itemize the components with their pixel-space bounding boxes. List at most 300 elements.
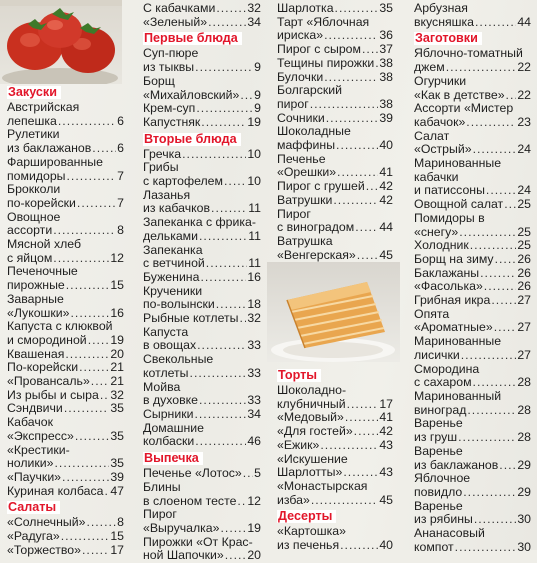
entry-title: Из рыбы и сыра	[7, 387, 99, 402]
entry-title: Рыбные котлеты	[143, 311, 239, 326]
index-entry	[143, 353, 261, 367]
page-number: 20	[247, 548, 261, 563]
entry-title: Крученики	[143, 283, 203, 298]
entry-title: Ватрушки	[277, 192, 333, 207]
index-entry	[277, 153, 393, 167]
entry-title: по-корейски	[7, 195, 76, 210]
index-entry	[143, 422, 261, 436]
page-number: 17	[379, 396, 393, 411]
entry-title: «Картошка»	[277, 524, 346, 539]
dot-leader	[92, 142, 116, 156]
entry-title: Огурчики	[414, 73, 467, 88]
entry-title: Грибная икра	[414, 293, 491, 308]
page-number: 7	[117, 168, 124, 183]
dot-leader	[494, 321, 517, 335]
entry-title: Борщ на зиму	[414, 251, 494, 266]
index-entry	[414, 47, 531, 61]
index-entry	[143, 61, 261, 75]
dot-leader	[499, 459, 516, 473]
page-number: 11	[248, 201, 261, 216]
index-entry	[414, 363, 531, 377]
dot-leader	[79, 361, 109, 375]
index-entry	[7, 444, 124, 458]
entry-title: «Ароматные»	[414, 320, 493, 335]
entry-title: Варенье	[414, 498, 463, 513]
page-number: 32	[247, 1, 261, 15]
dot-leader	[194, 408, 246, 422]
page-number: 11	[248, 256, 261, 271]
entry-title: Брокколи	[7, 182, 61, 197]
dot-leader	[62, 471, 109, 485]
entry-title: Сырники	[143, 406, 194, 421]
dot-leader	[208, 16, 246, 30]
page-number: 16	[247, 269, 261, 284]
index-entry	[143, 495, 261, 509]
cake-illustration	[267, 262, 400, 362]
dot-leader	[58, 115, 116, 129]
index-entry	[143, 312, 261, 326]
index-entry	[414, 459, 531, 473]
index-entry	[277, 480, 393, 494]
index-entry	[277, 166, 393, 180]
index-entry	[143, 2, 261, 16]
page-number: 27	[517, 320, 531, 335]
entry-title: Пирог с сыром	[277, 42, 361, 57]
dot-leader	[64, 402, 110, 416]
index-entry	[414, 486, 531, 500]
index-entry	[277, 494, 393, 508]
entry-title: Сэндвичи	[7, 401, 63, 416]
entry-title: с ветчиной	[143, 256, 205, 271]
column-baking-cont	[277, 2, 393, 262]
page-number: 25	[517, 238, 531, 253]
page-number: 15	[110, 278, 124, 293]
index-entry	[143, 75, 261, 89]
page-number: 26	[517, 279, 531, 294]
index-entry	[277, 139, 393, 153]
entry-title: Сочники	[277, 110, 325, 125]
index-entry	[7, 279, 124, 293]
index-entry	[7, 128, 124, 142]
dot-leader	[474, 513, 516, 527]
entry-title: котлеты	[143, 365, 189, 380]
index-entry	[414, 513, 531, 527]
entry-title: и патиссоны	[414, 183, 485, 198]
page-number: 30	[517, 512, 531, 527]
dot-leader	[237, 495, 246, 509]
dot-leader	[104, 485, 109, 499]
section-heading: Заготовки	[414, 32, 482, 45]
index-entry	[277, 425, 393, 439]
page-number: 6	[117, 141, 124, 156]
entry-title: Смородина	[414, 361, 480, 376]
index-entry	[7, 530, 124, 544]
page-number: 29	[517, 484, 531, 499]
index-entry	[277, 29, 393, 43]
entry-title: вкусняшка	[414, 14, 475, 29]
index-entry	[7, 389, 124, 403]
index-entry	[277, 235, 393, 249]
dot-leader	[333, 194, 378, 208]
entry-title: Куриная колбаса	[7, 483, 104, 498]
entry-title: Запеканка с фрика-	[143, 215, 256, 230]
entry-title: с сахаром	[414, 375, 472, 390]
entry-title: колбаски	[143, 434, 195, 449]
page-number: 10	[247, 146, 261, 161]
dot-leader	[82, 544, 109, 558]
column-snacks-salads	[7, 83, 124, 558]
entry-title: помидоры	[7, 168, 66, 183]
entry-title: «Монастырская	[277, 478, 368, 493]
entry-title: Опята	[414, 306, 450, 321]
dot-leader	[310, 98, 379, 112]
index-entry	[7, 320, 124, 334]
dot-leader	[459, 226, 516, 240]
index-entry	[143, 467, 261, 481]
page-number: 26	[517, 265, 531, 280]
dot-leader	[66, 279, 110, 293]
dot-leader	[343, 466, 378, 480]
dot-leader	[337, 166, 378, 180]
index-entry	[143, 47, 261, 61]
entry-title: в духовке	[143, 393, 199, 408]
dot-leader	[463, 486, 516, 500]
dot-leader	[475, 16, 516, 30]
page-number: 18	[247, 297, 261, 312]
dot-leader	[480, 267, 516, 281]
index-entry	[7, 252, 124, 266]
index-entry	[143, 549, 261, 563]
entry-title: Свекольные	[143, 352, 214, 367]
dot-leader	[197, 339, 246, 353]
entry-title: кабачки	[414, 169, 459, 184]
entry-title: «Экспресс»	[7, 428, 74, 443]
index-entry	[414, 61, 531, 75]
dot-leader	[324, 29, 378, 43]
entry-title: лисички	[414, 347, 460, 362]
page-number: 10	[247, 174, 261, 189]
page-number: 46	[247, 434, 261, 449]
entry-title: Овощной салат	[414, 197, 504, 212]
entry-title: пирожные	[7, 278, 65, 293]
entry-title: из тыквы	[143, 60, 195, 75]
entry-title: «Медовый»	[277, 410, 344, 425]
entry-title: Помидоры в	[414, 210, 485, 225]
entry-title: ириска»	[277, 28, 324, 43]
index-entry	[414, 75, 531, 89]
entry-title: «Солнечный»	[7, 515, 86, 530]
page-number: 22	[517, 60, 531, 75]
index-entry	[143, 298, 261, 312]
index-entry	[7, 430, 124, 444]
page-number: 41	[379, 165, 393, 180]
index-entry	[7, 348, 124, 362]
page-number: 38	[379, 96, 393, 111]
index-entry	[277, 466, 393, 480]
entry-title: Лазанья	[143, 187, 191, 202]
entry-title: Маринованный	[414, 388, 502, 403]
index-entry	[7, 334, 124, 348]
index-entry	[7, 170, 124, 184]
index-entry	[7, 101, 124, 115]
page-number: 30	[517, 539, 531, 554]
index-entry	[7, 197, 124, 211]
dot-leader	[461, 349, 517, 363]
dot-leader	[311, 494, 379, 508]
page-number: 41	[379, 410, 393, 425]
index-entry	[414, 445, 531, 459]
entry-title: Мойва	[143, 379, 181, 394]
page-number: 42	[379, 424, 393, 439]
index-entry	[277, 98, 393, 112]
entry-title: ассорти	[7, 223, 53, 238]
page-number: 45	[379, 492, 393, 507]
section-heading: Закуски	[7, 86, 61, 99]
section-heading: Вторые блюда	[143, 133, 241, 146]
page-number: 40	[379, 138, 393, 153]
entry-title: «Паучки»	[7, 469, 62, 484]
page-number: 21	[110, 374, 124, 389]
entry-title: по-волынски	[143, 297, 215, 312]
entry-title: из кабачков	[143, 201, 211, 216]
dot-leader	[200, 271, 246, 285]
entry-title: Ассорти «Мистер	[414, 101, 514, 116]
entry-title: «Ежик»	[277, 437, 320, 452]
dot-leader	[504, 198, 516, 212]
dot-leader	[335, 2, 379, 16]
dot-leader	[71, 307, 110, 321]
entry-title: Шарлотты»	[277, 465, 343, 480]
entry-title: Печенье «Лотос»	[143, 466, 242, 481]
index-entry	[7, 142, 124, 156]
entry-title: Гречка	[143, 146, 182, 161]
entry-title: Печеночные	[7, 264, 78, 279]
entry-title: Капуста с клюквой	[7, 319, 113, 334]
page-number: 35	[110, 428, 124, 443]
dot-leader	[446, 61, 517, 75]
dot-leader	[77, 197, 116, 211]
page-number: 12	[247, 493, 261, 508]
entry-title: «Как в детстве»	[414, 87, 505, 102]
index-entry	[7, 224, 124, 238]
entry-title: повидло	[414, 484, 463, 499]
index-entry	[414, 527, 531, 541]
entry-title: «Радуга»	[7, 529, 60, 544]
dot-leader	[366, 180, 379, 194]
page-number: 42	[379, 192, 393, 207]
index-entry	[277, 2, 393, 16]
entry-title: Борщ	[143, 73, 175, 88]
dot-leader	[336, 139, 378, 153]
dot-leader	[75, 430, 109, 444]
dot-leader	[357, 249, 379, 263]
entry-title: Холодник	[414, 238, 469, 253]
dot-leader	[86, 516, 116, 530]
page-number: 5	[254, 466, 261, 481]
index-entry	[143, 230, 261, 244]
dot-leader	[320, 439, 378, 453]
dot-leader	[100, 389, 109, 403]
index-entry	[414, 102, 531, 116]
dot-leader	[362, 43, 378, 57]
index-entry	[143, 102, 261, 116]
entry-title: «снегу»	[414, 224, 459, 239]
page-number: 43	[379, 437, 393, 452]
page-number: 44	[517, 14, 531, 29]
dot-leader	[354, 425, 379, 439]
entry-title: Шарлотка	[277, 1, 334, 15]
page-number: 35	[110, 401, 124, 416]
entry-title: Печенье	[277, 151, 326, 166]
dot-leader	[340, 539, 378, 553]
entry-title: Крем-суп	[143, 101, 196, 116]
entry-title: Яблочно-томатный	[414, 46, 523, 61]
entry-title: Фаршированные	[7, 154, 103, 169]
page-number: 27	[517, 347, 531, 362]
index-entry	[414, 212, 531, 226]
dot-leader	[470, 239, 517, 253]
index-entry	[143, 257, 261, 271]
index-entry	[277, 71, 393, 85]
index-entry	[143, 189, 261, 203]
index-entry	[277, 439, 393, 453]
index-entry	[414, 198, 531, 212]
page-number: 37	[379, 42, 393, 57]
entry-title: Арбузная	[414, 1, 468, 15]
entry-title: с виноградом	[277, 220, 355, 235]
entry-title: «Михайловский»	[143, 87, 240, 102]
entry-title: лепешка	[7, 113, 57, 128]
page-number: 6	[117, 113, 124, 128]
entry-title: «Венгерская»	[277, 247, 356, 262]
entry-title: «Провансаль»	[7, 374, 90, 389]
index-entry	[414, 349, 531, 363]
index-entry	[143, 271, 261, 285]
index-entry	[414, 321, 531, 335]
entry-title: ной Шапочки»	[143, 548, 224, 563]
page-number: 20	[110, 346, 124, 361]
page-number: 28	[517, 402, 531, 417]
index-entry	[7, 238, 124, 252]
entry-title: кабачок»	[414, 114, 466, 129]
entry-title: клубничный	[277, 396, 346, 411]
index-entry	[7, 265, 124, 279]
entry-title: из баклажанов	[7, 141, 92, 156]
entry-title: «Искушение	[277, 451, 348, 466]
index-entry	[414, 226, 531, 240]
page-number: 8	[117, 223, 124, 238]
entry-title: С кабачками	[143, 1, 216, 15]
dot-leader	[467, 404, 516, 418]
entry-title: Болгарский	[277, 83, 342, 98]
page-number: 44	[379, 220, 393, 235]
page-number: 23	[517, 114, 531, 129]
index-entry	[414, 171, 531, 185]
entry-title: Грибы	[143, 160, 179, 175]
dot-leader	[225, 549, 247, 563]
index-entry	[414, 404, 531, 418]
index-entry	[414, 417, 531, 431]
index-entry	[414, 472, 531, 486]
index-entry	[277, 112, 393, 126]
column-soups-mains-baking	[143, 2, 261, 563]
dot-leader	[240, 89, 253, 103]
index-entry	[414, 500, 531, 514]
cake-photo	[267, 262, 400, 362]
index-entry	[414, 116, 531, 130]
entry-title: Пирожки «От Крас-	[143, 534, 253, 549]
entry-title: «Выручалка»	[143, 520, 220, 535]
page-number: 35	[379, 1, 393, 15]
index-entry	[7, 307, 124, 321]
index-entry	[414, 143, 531, 157]
index-entry	[143, 161, 261, 175]
entry-title: Ватрушка	[277, 233, 333, 248]
dot-leader	[458, 431, 516, 445]
dot-leader	[182, 148, 246, 162]
index-entry	[143, 522, 261, 536]
page-number: 9	[254, 101, 261, 116]
dot-leader	[240, 312, 247, 326]
index-entry	[277, 194, 393, 208]
entry-title: Маринованные	[414, 334, 502, 349]
page-number: 33	[247, 393, 261, 408]
page-number: 32	[110, 387, 124, 402]
entry-title: из печенья	[277, 538, 340, 553]
entry-title: Тещины пирожки	[277, 55, 375, 70]
entry-title: Овощное	[7, 209, 61, 224]
page-number: 39	[379, 110, 393, 125]
index-entry	[143, 435, 261, 449]
index-entry	[277, 384, 393, 398]
entry-title: Квашеная	[7, 346, 65, 361]
dot-leader	[355, 221, 378, 235]
dot-leader	[216, 298, 247, 312]
entry-title: «Торжество»	[7, 542, 81, 557]
page-number: 38	[379, 69, 393, 84]
index-entry	[414, 390, 531, 404]
index-entry	[414, 294, 531, 308]
index-entry	[414, 157, 531, 171]
entry-title: Варенье	[414, 416, 463, 431]
dot-leader	[224, 175, 246, 189]
dot-leader	[65, 348, 109, 362]
dot-leader	[220, 522, 246, 536]
column-cakes-desserts	[277, 366, 393, 553]
entry-title: Суп-пюре	[143, 46, 199, 61]
index-entry	[414, 253, 531, 267]
page-number: 29	[517, 457, 531, 472]
index-entry	[143, 89, 261, 103]
page-number: 34	[247, 14, 261, 29]
dot-leader	[201, 116, 246, 130]
page-number: 33	[247, 338, 261, 353]
dot-leader	[347, 398, 379, 412]
entry-title: виноград	[414, 402, 467, 417]
index-entry	[7, 485, 124, 499]
page-number: 15	[110, 529, 124, 544]
page-number: 27	[517, 293, 531, 308]
entry-title: нолики»	[7, 456, 54, 471]
page-number: 47	[110, 483, 124, 498]
page-number: 9	[254, 87, 261, 102]
entry-title: Шоколадно-	[277, 383, 347, 397]
page-number: 19	[247, 520, 261, 535]
dot-leader	[324, 71, 378, 85]
dot-leader	[375, 57, 378, 71]
index-entry	[7, 402, 124, 416]
dot-leader	[486, 184, 516, 198]
